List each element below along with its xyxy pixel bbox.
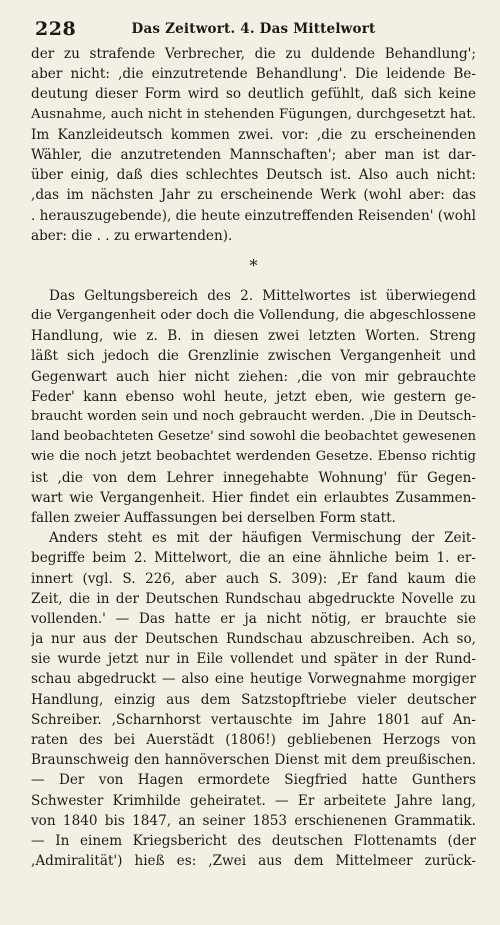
text-line: fallen zweier Auffassungen bei derselben Form statt. xyxy=(31,509,396,526)
running-title: Das Zeitwort. 4. Das Mittelwort xyxy=(131,21,376,37)
text-line: über einig, daß dies schlechtes Deutsch ist. Also auch nicht: xyxy=(31,167,476,184)
text-line: Zeit, die in der Deutschen Rundschau abgedruckte Novelle zu xyxy=(31,590,476,607)
text-line: Ausnahme, auch nicht in stehenden Fügungen, durchgesetzt hat. xyxy=(31,106,476,122)
text-line: sie wurde jetzt nur in Eile vollendet und später in der Rund- xyxy=(31,651,476,668)
text-line: — Der von Hagen ermordete Siegfried hatte Gunthers xyxy=(31,772,476,789)
text-line: ist ,die von dem Lehrer innegehabte Wohnung' für Gegen- xyxy=(31,469,476,486)
text-line: Braunschweig den hannöverschen Dienst mit dem preußischen. xyxy=(31,752,476,769)
text-line: Schreiber. ,Scharnhorst vertauschte im Jahre 1801 auf An- xyxy=(31,711,476,728)
text-line: land beobachteten Gesetze' sind sowohl die beobachtet gewesenen xyxy=(31,429,476,445)
text-line: deutung dieser Form wird so deutlich gefühlt, daß sich keine xyxy=(31,86,476,103)
text-line: innert (vgl. S. 226, aber auch S. 309): ,Er fand kaum die xyxy=(31,570,476,587)
text-line: Schwester Krimhilde geheiratet. — Er arbeitete Jahre lang, xyxy=(31,792,476,809)
paragraph-3 xyxy=(31,528,476,871)
page-number: 228 xyxy=(35,18,77,40)
page-header xyxy=(31,18,476,44)
section-separator: * xyxy=(249,255,258,275)
text-line: Feder' kann ebenso wohl heute, jetzt eben, wie gestern ge- xyxy=(31,388,476,405)
text-line: braucht worden sein und noch gebraucht werden. ,Die in Deutsch- xyxy=(31,409,476,424)
text-line: begriffe beim 2. Mittelwort, die an eine ähnliche beim 1. er- xyxy=(31,550,476,567)
text-line: wie die noch jetzt beobachtet werdenden Gesetze. Ebenso richtig xyxy=(31,449,476,465)
text-line: läßt sich jedoch die Grenzlinie zwischen Vergangenheit und xyxy=(31,348,476,365)
text-line: Wähler, die anzutretenden Mannschaften'; aber man ist dar- xyxy=(31,146,476,163)
text-line: ,Admiralität') hieß es: ,Zwei aus dem Mittelmeer zurück- xyxy=(31,853,476,870)
paragraph-1 xyxy=(31,44,476,246)
text-line: Das Geltungsbereich des 2. Mittelwortes ist überwiegend xyxy=(49,287,476,304)
paragraph-2 xyxy=(31,286,476,528)
text-line: — In einem Kriegsbericht des deutschen Flottenamts (der xyxy=(31,832,476,849)
text-line: wart wie Vergangenheit. Hier findet ein erlaubtes Zusammen- xyxy=(31,489,476,506)
text-line: die Vergangenheit oder doch die Vollendung, die abgeschlossene xyxy=(31,308,476,324)
text-line: Handlung, einzig aus dem Satzstopftriebe vieler deutscher xyxy=(31,691,476,708)
text-line: aber nicht: ,die einzutretende Behandlung'. Die leidende Be- xyxy=(31,66,476,83)
text-line: Anders steht es mit der häufigen Vermischung der Zeit- xyxy=(49,530,476,547)
text-line: raten des bei Auerstädt (1806!) gebliebenen Herzogs von xyxy=(31,732,476,748)
text-line: schau abgedruckt — also eine heutige Vorwegnahme morgiger xyxy=(31,671,476,688)
text-line: ,das im nächsten Jahr zu erscheinende Werk (wohl aber: das xyxy=(31,187,476,204)
text-line: ja nur aus der Deutschen Rundschau abzuschreiben. Ach so, xyxy=(31,631,476,648)
text-line: vollenden.' — Das hatte er ja nicht nötig, er brauchte sie xyxy=(31,610,476,627)
text-line: Handlung, wie z. B. in diesen zwei letzten Worten. Streng xyxy=(31,328,476,345)
text-line: aber: die . . zu erwartenden). xyxy=(31,227,233,244)
text-line: . herauszugebende), die heute einzutreffenden Reisenden' (wohl xyxy=(31,207,476,224)
text-line: von 1840 bis 1847, an seiner 1853 erschienenen Grammatik. xyxy=(31,812,476,829)
text-line: der zu strafende Verbrecher, die zu duldende Behandlung'; xyxy=(31,46,476,62)
text-line: Gegenwart auch hier nicht ziehen: ,die von mir gebrauchte xyxy=(31,368,476,385)
text-line: Im Kanzleideutsch kommen zwei. vor: ,die zu erscheinenden xyxy=(31,126,476,143)
